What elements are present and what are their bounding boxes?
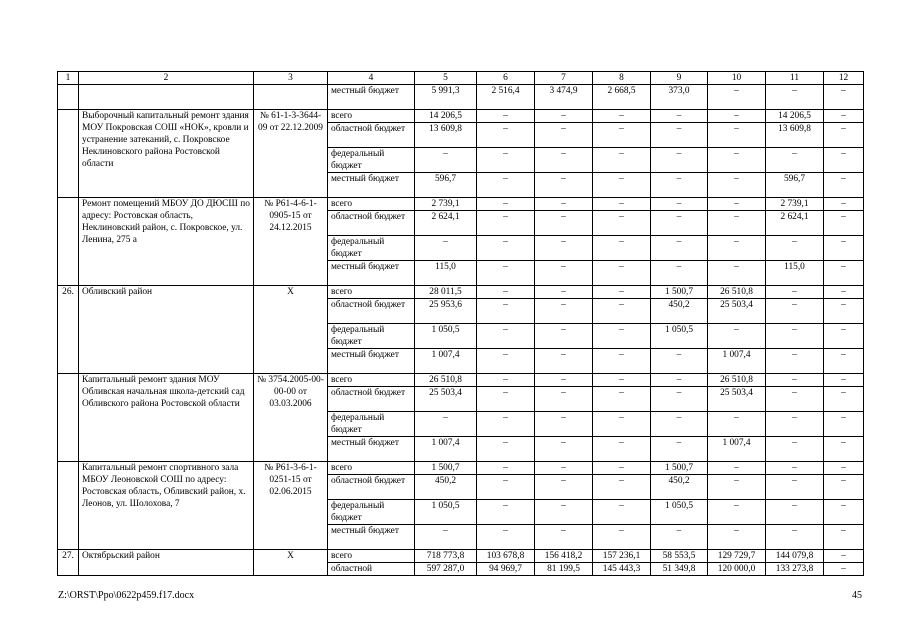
amount-cell: 26 510,8	[708, 286, 766, 299]
header-cell: 2	[79, 72, 254, 85]
amount-cell: –	[651, 374, 708, 387]
amount-cell: –	[708, 85, 766, 110]
amount-cell: –	[651, 173, 708, 198]
amount-cell: 144 079,8	[766, 550, 824, 563]
amount-cell: –	[766, 374, 824, 387]
amount-cell: –	[593, 475, 651, 500]
amount-cell: –	[651, 412, 708, 437]
amount-cell: –	[535, 198, 593, 211]
object-name-cell: Капитальный ремонт спортивного зала МБОУ Леоновской СОШ по адресу: Ростовская область, Обливский район, х. Леонов, ул. Шолохова, 7	[79, 462, 254, 550]
amount-cell: 2 624,1	[415, 211, 477, 236]
amount-cell: –	[415, 525, 477, 550]
amount-cell: –	[766, 500, 824, 525]
amount-cell: –	[593, 211, 651, 236]
funding-source-cell: всего	[328, 198, 415, 211]
funding-source-cell: местный бюджет	[328, 173, 415, 198]
amount-cell: –	[593, 299, 651, 324]
amount-cell: –	[415, 148, 477, 173]
amount-cell: –	[415, 236, 477, 261]
amount-cell: 1 007,4	[415, 437, 477, 462]
amount-cell: 2 668,5	[593, 85, 651, 110]
amount-cell: –	[708, 173, 766, 198]
amount-cell: –	[593, 123, 651, 148]
amount-cell: –	[651, 437, 708, 462]
amount-cell: –	[477, 299, 535, 324]
amount-cell: –	[651, 198, 708, 211]
amount-cell: 28 011,5	[415, 286, 477, 299]
amount-cell: –	[593, 412, 651, 437]
amount-cell: –	[477, 374, 535, 387]
amount-cell: 14 206,5	[766, 110, 824, 123]
amount-cell: –	[535, 500, 593, 525]
table-row	[58, 462, 864, 475]
amount-cell: –	[593, 525, 651, 550]
row-number-cell	[58, 198, 79, 286]
amount-cell: 25 503,4	[708, 299, 766, 324]
amount-cell: 1 050,5	[651, 324, 708, 349]
amount-cell: 1 050,5	[415, 324, 477, 349]
amount-cell: 115,0	[766, 261, 824, 286]
amount-cell: –	[766, 148, 824, 173]
amount-cell: 157 236,1	[593, 550, 651, 563]
amount-cell: –	[708, 261, 766, 286]
header-cell: 5	[415, 72, 477, 85]
amount-cell: –	[593, 110, 651, 123]
amount-cell: –	[824, 525, 864, 550]
amount-cell: –	[824, 462, 864, 475]
amount-cell: –	[766, 236, 824, 261]
amount-cell: –	[824, 387, 864, 412]
funding-source-cell: федеральный бюджет	[328, 236, 415, 261]
header-cell: 7	[535, 72, 593, 85]
amount-cell: 81 199,5	[535, 563, 593, 576]
document-ref-cell: № Р61-4-6-1-0905-15 от 24.12.2015	[254, 198, 328, 286]
row-number-cell: 26.	[58, 286, 79, 374]
amount-cell: –	[535, 261, 593, 286]
document-ref-cell	[254, 85, 328, 110]
funding-source-cell: областной	[328, 563, 415, 576]
funding-source-cell: областной бюджет	[328, 387, 415, 412]
amount-cell: –	[535, 211, 593, 236]
amount-cell: –	[477, 198, 535, 211]
amount-cell: –	[651, 211, 708, 236]
amount-cell: –	[651, 110, 708, 123]
amount-cell: –	[766, 324, 824, 349]
amount-cell: –	[824, 475, 864, 500]
funding-source-cell: местный бюджет	[328, 85, 415, 110]
row-number-cell	[58, 85, 79, 110]
amount-cell: 1 007,4	[415, 349, 477, 374]
amount-cell: –	[824, 299, 864, 324]
table-header-row	[58, 72, 864, 85]
amount-cell: 2 739,1	[766, 198, 824, 211]
amount-cell: –	[593, 261, 651, 286]
funding-source-cell: местный бюджет	[328, 261, 415, 286]
amount-cell: –	[766, 525, 824, 550]
amount-cell: –	[535, 462, 593, 475]
amount-cell: –	[593, 462, 651, 475]
table-row	[58, 85, 864, 110]
amount-cell: –	[708, 123, 766, 148]
amount-cell: 1 050,5	[651, 500, 708, 525]
amount-cell: 596,7	[415, 173, 477, 198]
amount-cell: 26 510,8	[415, 374, 477, 387]
amount-cell: –	[593, 198, 651, 211]
amount-cell: 450,2	[651, 299, 708, 324]
amount-cell: –	[535, 475, 593, 500]
amount-cell: –	[535, 299, 593, 324]
amount-cell: –	[708, 412, 766, 437]
amount-cell: –	[477, 236, 535, 261]
amount-cell: –	[824, 261, 864, 286]
amount-cell: 2 739,1	[415, 198, 477, 211]
amount-cell: –	[651, 387, 708, 412]
amount-cell: –	[535, 148, 593, 173]
amount-cell: –	[593, 236, 651, 261]
amount-cell: –	[708, 236, 766, 261]
document-ref-cell: Х	[254, 286, 328, 374]
amount-cell: –	[535, 110, 593, 123]
funding-source-cell: всего	[328, 462, 415, 475]
amount-cell: –	[824, 500, 864, 525]
amount-cell: 1 007,4	[708, 349, 766, 374]
header-cell: 10	[708, 72, 766, 85]
amount-cell: –	[535, 374, 593, 387]
amount-cell: –	[593, 500, 651, 525]
amount-cell: –	[477, 387, 535, 412]
document-ref-cell: № 61-1-3-3644-09 от 22.12.2009	[254, 110, 328, 198]
amount-cell: –	[766, 286, 824, 299]
amount-cell: –	[708, 198, 766, 211]
amount-cell: 450,2	[651, 475, 708, 500]
funding-source-cell: местный бюджет	[328, 525, 415, 550]
amount-cell: –	[766, 437, 824, 462]
amount-cell: 3 474,9	[535, 85, 593, 110]
funding-source-cell: всего	[328, 374, 415, 387]
amount-cell: –	[477, 475, 535, 500]
amount-cell: –	[824, 85, 864, 110]
header-cell: 12	[824, 72, 864, 85]
amount-cell: –	[824, 123, 864, 148]
amount-cell: –	[766, 299, 824, 324]
amount-cell: 13 609,8	[415, 123, 477, 148]
amount-cell: 1 500,7	[651, 462, 708, 475]
amount-cell: 597 287,0	[415, 563, 477, 576]
amount-cell: –	[708, 462, 766, 475]
amount-cell: –	[766, 475, 824, 500]
amount-cell: –	[477, 286, 535, 299]
amount-cell: –	[477, 261, 535, 286]
amount-cell: –	[824, 324, 864, 349]
amount-cell: –	[824, 374, 864, 387]
amount-cell: –	[708, 324, 766, 349]
amount-cell: –	[477, 173, 535, 198]
amount-cell: 718 773,8	[415, 550, 477, 563]
amount-cell: –	[708, 148, 766, 173]
amount-cell: –	[477, 324, 535, 349]
funding-source-cell: федеральный бюджет	[328, 324, 415, 349]
amount-cell: –	[651, 525, 708, 550]
amount-cell: –	[535, 387, 593, 412]
object-name-cell	[79, 85, 254, 110]
amount-cell: –	[708, 525, 766, 550]
amount-cell: –	[824, 412, 864, 437]
amount-cell: –	[477, 462, 535, 475]
funding-source-cell: местный бюджет	[328, 349, 415, 374]
amount-cell: 26 510,8	[708, 374, 766, 387]
amount-cell: –	[824, 110, 864, 123]
amount-cell: –	[477, 110, 535, 123]
amount-cell: –	[477, 437, 535, 462]
document-ref-cell: № Р61-3-6-1-0251-15 от 02.06.2015	[254, 462, 328, 550]
amount-cell: 13 609,8	[766, 123, 824, 148]
header-cell: 4	[328, 72, 415, 85]
object-name-cell: Выборочный капитальный ремонт здания МОУ Покровская СОШ «НОК», кровли и устранение затеканий, с. Покровское Неклиновского района Ростовской области	[79, 110, 254, 198]
header-cell: 3	[254, 72, 328, 85]
amount-cell: 145 443,3	[593, 563, 651, 576]
amount-cell: 115,0	[415, 261, 477, 286]
amount-cell: –	[824, 148, 864, 173]
funding-source-cell: федеральный бюджет	[328, 500, 415, 525]
header-cell: 9	[651, 72, 708, 85]
amount-cell: –	[593, 173, 651, 198]
amount-cell: 51 349,8	[651, 563, 708, 576]
amount-cell: –	[477, 412, 535, 437]
amount-cell: –	[535, 437, 593, 462]
funding-source-cell: федеральный бюджет	[328, 148, 415, 173]
amount-cell: 1 007,4	[708, 437, 766, 462]
amount-cell: –	[708, 211, 766, 236]
object-name-cell: Октябрьский район	[79, 550, 254, 576]
object-name-cell: Ремонт помещений МБОУ ДО ДЮСШ по адресу: Ростовская область, Неклиновский район, с. Покровское, ул. Ленина, 275 а	[79, 198, 254, 286]
amount-cell: –	[593, 437, 651, 462]
page-number: 45	[852, 590, 862, 601]
header-cell: 1	[58, 72, 79, 85]
funding-source-cell: всего	[328, 286, 415, 299]
amount-cell: –	[824, 236, 864, 261]
amount-cell: 14 206,5	[415, 110, 477, 123]
amount-cell: 25 503,4	[415, 387, 477, 412]
header-cell: 8	[593, 72, 651, 85]
table-row	[58, 110, 864, 123]
amount-cell: 373,0	[651, 85, 708, 110]
amount-cell: –	[708, 475, 766, 500]
funding-source-cell: областной бюджет	[328, 299, 415, 324]
amount-cell: –	[535, 324, 593, 349]
amount-cell: –	[593, 324, 651, 349]
row-number-cell	[58, 110, 79, 198]
amount-cell: –	[766, 85, 824, 110]
amount-cell: –	[535, 412, 593, 437]
header-cell: 6	[477, 72, 535, 85]
object-name-cell: Обливский район	[79, 286, 254, 374]
amount-cell: –	[477, 500, 535, 525]
amount-cell: –	[651, 236, 708, 261]
funding-source-cell: всего	[328, 550, 415, 563]
table-row	[58, 198, 864, 211]
row-number-cell	[58, 374, 79, 462]
amount-cell: –	[824, 173, 864, 198]
amount-cell: –	[651, 349, 708, 374]
funding-source-cell: областной бюджет	[328, 475, 415, 500]
amount-cell: 25 953,6	[415, 299, 477, 324]
table-row	[58, 286, 864, 299]
amount-cell: –	[593, 374, 651, 387]
amount-cell: –	[824, 198, 864, 211]
amount-cell: –	[593, 387, 651, 412]
table-row	[58, 374, 864, 387]
amount-cell: –	[593, 286, 651, 299]
budget-table	[57, 71, 864, 576]
funding-source-cell: федеральный бюджет	[328, 412, 415, 437]
amount-cell: 1 050,5	[415, 500, 477, 525]
amount-cell: –	[535, 123, 593, 148]
amount-cell: 120 000,0	[708, 563, 766, 576]
amount-cell: –	[535, 525, 593, 550]
amount-cell: 156 418,2	[535, 550, 593, 563]
amount-cell: 25 503,4	[708, 387, 766, 412]
table-row	[58, 550, 864, 563]
amount-cell: 58 553,5	[651, 550, 708, 563]
amount-cell: –	[535, 349, 593, 374]
footer-file-path: Z:\ORST\Ppo\0622p459.f17.docx	[58, 590, 195, 601]
amount-cell: –	[651, 123, 708, 148]
amount-cell: –	[477, 211, 535, 236]
amount-cell: –	[824, 349, 864, 374]
amount-cell: –	[593, 349, 651, 374]
amount-cell: 2 516,4	[477, 85, 535, 110]
amount-cell: 596,7	[766, 173, 824, 198]
object-name-cell: Капитальный ремонт здания МОУ Обливская начальная школа-детский сад Обливского района Ростовской области	[79, 374, 254, 462]
amount-cell: –	[824, 437, 864, 462]
amount-cell: –	[824, 550, 864, 563]
amount-cell: –	[651, 148, 708, 173]
amount-cell: –	[766, 349, 824, 374]
amount-cell: –	[535, 286, 593, 299]
header-cell: 11	[766, 72, 824, 85]
amount-cell: –	[824, 563, 864, 576]
amount-cell: –	[651, 261, 708, 286]
amount-cell: 450,2	[415, 475, 477, 500]
amount-cell: 5 991,3	[415, 85, 477, 110]
amount-cell: –	[708, 110, 766, 123]
amount-cell: 133 273,8	[766, 563, 824, 576]
amount-cell: –	[824, 211, 864, 236]
amount-cell: –	[766, 462, 824, 475]
funding-source-cell: областной бюджет	[328, 211, 415, 236]
funding-source-cell: областной бюджет	[328, 123, 415, 148]
amount-cell: –	[708, 500, 766, 525]
amount-cell: –	[593, 148, 651, 173]
document-ref-cell: № 3754.2005-00-00-00 от 03.03.2006	[254, 374, 328, 462]
document-ref-cell: Х	[254, 550, 328, 576]
amount-cell: –	[477, 123, 535, 148]
amount-cell: 1 500,7	[651, 286, 708, 299]
amount-cell: –	[415, 412, 477, 437]
row-number-cell	[58, 462, 79, 550]
amount-cell: 103 678,8	[477, 550, 535, 563]
amount-cell: –	[535, 236, 593, 261]
funding-source-cell: местный бюджет	[328, 437, 415, 462]
amount-cell: –	[824, 286, 864, 299]
amount-cell: –	[766, 412, 824, 437]
amount-cell: –	[477, 525, 535, 550]
amount-cell: –	[477, 148, 535, 173]
amount-cell: 1 500,7	[415, 462, 477, 475]
amount-cell: –	[535, 173, 593, 198]
row-number-cell: 27.	[58, 550, 79, 576]
amount-cell: 94 969,7	[477, 563, 535, 576]
funding-source-cell: всего	[328, 110, 415, 123]
amount-cell: –	[766, 387, 824, 412]
amount-cell: –	[477, 349, 535, 374]
amount-cell: 2 624,1	[766, 211, 824, 236]
amount-cell: 129 729,7	[708, 550, 766, 563]
